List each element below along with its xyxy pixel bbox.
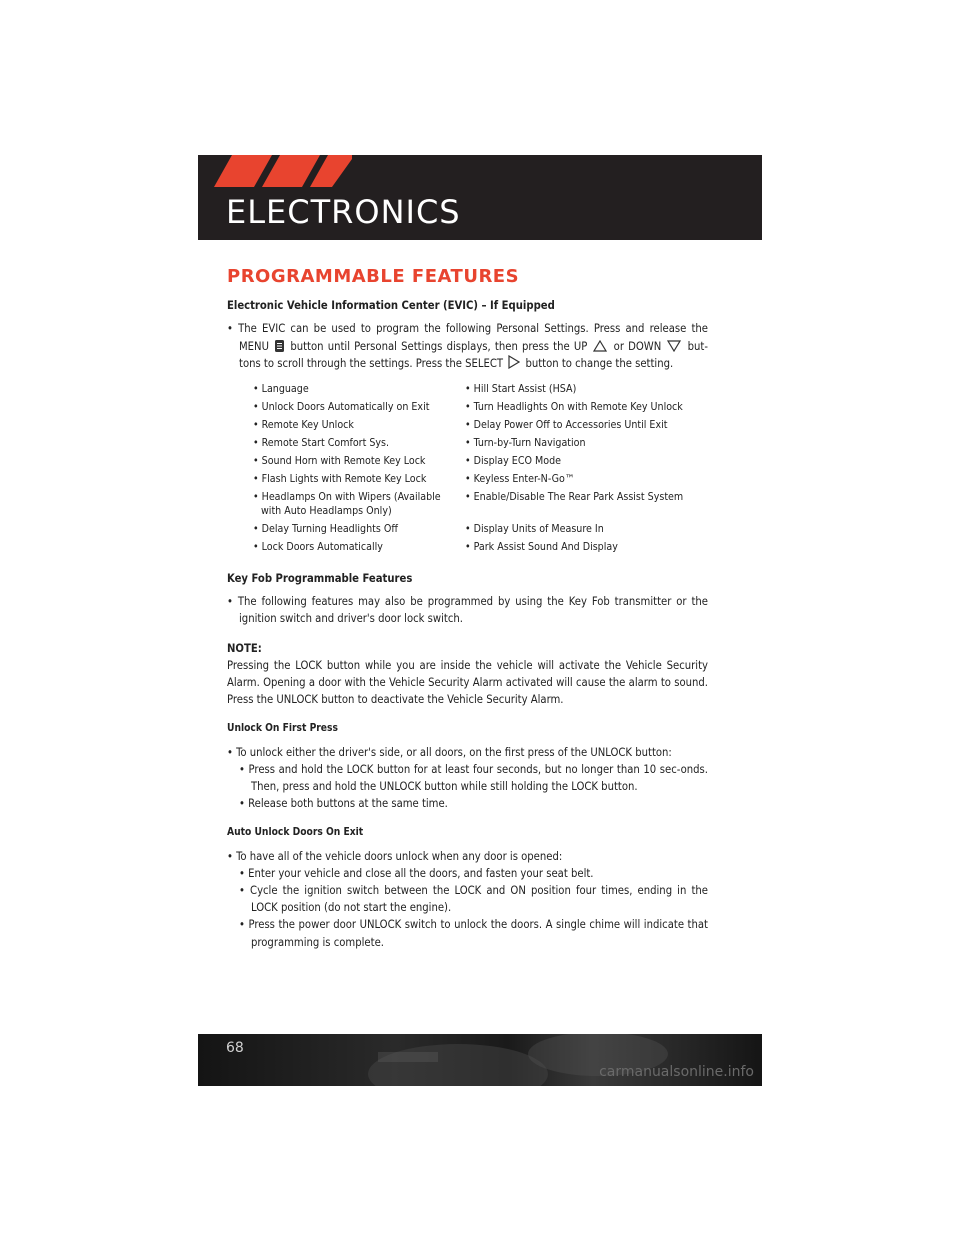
unlock-first-intro: • To unlock either the driver's side, or all doors, on the first press of the UNLOCK button: [227,745,672,759]
chapter-title: ELECTRONICS [226,193,461,231]
setting-item: • Delay Power Off to Accessories Until Exit [465,419,668,432]
up-arrow-icon [593,340,607,352]
setting-item: • Flash Lights with Remote Key Lock [253,473,427,486]
setting-item: • Unlock Doors Automatically on Exit [253,401,430,414]
note-label: NOTE: [227,641,262,655]
setting-item: • Enable/Disable The Rear Park Assist System [465,491,684,504]
setting-item: • Remote Key Unlock [253,419,354,432]
keyfob-text: • The following features may also be programmed by using the Key Fob transmitter or the ignition switch and driver's door lock switch. [227,595,708,626]
setting-item: • Display Units of Measure In [465,523,604,536]
page-content [227,268,708,951]
note-text: Pressing the LOCK button while you are inside the vehicle will activate the Vehicle Security Alarm. Opening a door with the Vehicle Security Alarm activated will cause the alarm to sound. Press the UNLOCK button to deactivate the Vehicle Security Alarm. [227,658,708,707]
auto-unlock-intro: • To have all of the vehicle doors unlock when any door is opened: [227,849,563,863]
evic-text-5: button to change the setting. [525,356,674,370]
setting-item: • Remote Start Comfort Sys. [253,437,390,450]
personal-settings-list [253,382,708,556]
setting-item: • Hill Start Assist (HSA) [465,383,577,396]
evic-text-3: or DOWN [613,339,662,353]
setting-item: • Sound Horn with Remote Key Lock [253,455,426,468]
setting-item: • Delay Turning Headlights Off [253,523,398,536]
evic-paragraph [227,320,708,372]
evic-text-4: but-tons to scroll through the settings. Press the SELECT [239,339,709,370]
setting-item: • Lock Doors Automatically [253,541,383,554]
down-arrow-icon [667,340,681,352]
setting-item: • Turn-by-Turn Navigation [465,437,586,450]
setting-item: • Language [253,383,309,396]
unlock-first-step: • Release both buttons at the same time. [239,797,448,811]
setting-item: • Display ECO Mode [465,455,561,468]
auto-unlock-step: • Enter your vehicle and close all the doors, and fasten your seat belt. [239,866,594,880]
setting-item: • Park Assist Sound And Display [465,541,618,554]
section-title: PROGRAMMABLE FEATURES [227,266,520,287]
auto-unlock-step: • Cycle the ignition switch between the LOCK and ON position four times, ending in the LOCK position (do not start the engine). [239,884,708,915]
evic-heading: Electronic Vehicle Information Center (EVIC) – If Equipped [227,299,555,313]
setting-item: • Headlamps On with Wipers (Available with Auto Headlamps Only) [253,491,441,518]
racing-stripes-logo [212,155,352,187]
evic-text-1: • The EVIC can be used to program the following Personal Settings. Press and release the MENU [227,322,708,353]
auto-unlock-step: • Press the power door UNLOCK switch to unlock the doors. A single chime will indicate that programming is complete. [239,918,708,949]
page-footer [198,1034,762,1086]
select-arrow-icon [508,355,520,369]
setting-item: • Turn Headlights On with Remote Key Unlock [465,401,683,414]
evic-text-2: button until Personal Settings displays, then press the UP [290,339,588,353]
chapter-header [198,155,762,240]
auto-unlock-heading: Auto Unlock Doors On Exit [227,827,364,839]
unlock-first-step: • Press and hold the LOCK button for at least four seconds, but no longer than 10 sec-onds. Then, press and hold the UNLOCK button while still holding the LOCK button. [239,762,708,794]
setting-item: • Keyless Enter-N-Go™ [465,473,575,486]
menu-icon [275,340,284,352]
watermark-text: carmanualsonline.info [599,1064,754,1080]
keyfob-heading: Key Fob Programmable Features [227,572,413,586]
unlock-first-heading: Unlock On First Press [227,723,338,735]
page-number: 68 [226,1040,244,1056]
